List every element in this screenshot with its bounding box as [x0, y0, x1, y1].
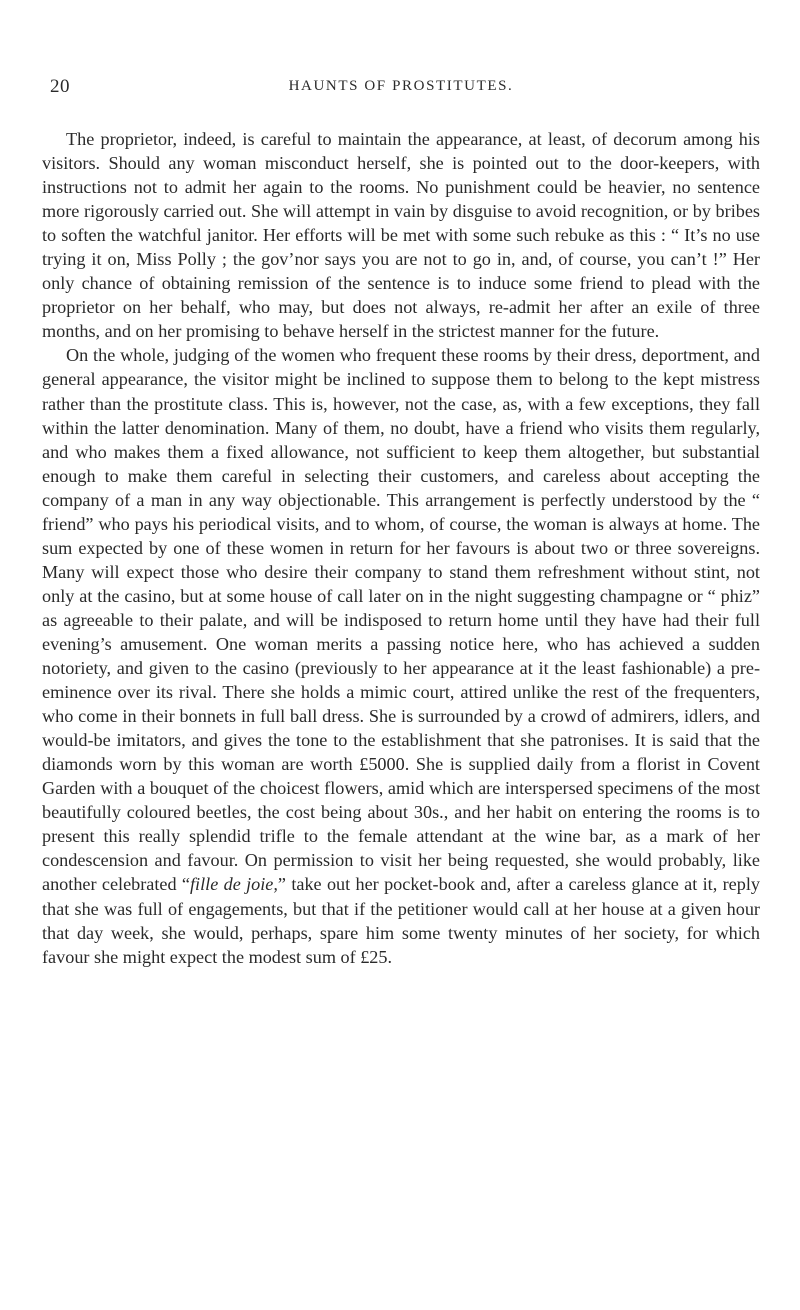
paragraph-2 — [42, 343, 760, 968]
paragraph-2-text-a: On the whole, judging of the women who frequent these rooms by their dress, deportment, and general appearance, the visitor might be inclined to suppose them to belong to the kept mistress rather than the prostitute class. This is, however, not the case, as, with a few exceptions, they fall within the latter denomination. Many of them, no doubt, have a friend who visits them regularly, and who makes them a fixed allowance, not sufficient to keep them altogether, but substantial enough to make them careful in selecting their customers, and careless about accepting the company of a man in any way objectionable. This arrangement is perfectly understood by the “ friend” who pays his periodical visits, and to whom, of course, the woman is always at home. The sum expected by one of these women in return for her favours is about two or three sovereigns. Many will expect those who desire their company to stand them refreshment without stint, not only at the casino, but at some house of call later on in the night suggesting champagne or “ phiz” as agreeable to their palate, and will be indisposed to return home until they have had their full evening’s amusement. One woman merits a passing notice here, who has achieved a sudden notoriety, and given to the casino (previously to her appearance at it the least fashionable) a pre-eminence over its rival. There she holds a mimic court, attired unlike the rest of the frequenters, who come in their bonnets in full ball dress. She is surrounded by a crowd of admirers, idlers, and would-be imitators, and gives the tone to the establishment that she patronises. It is said that the diamonds worn by this woman are worth £5000. She is supplied daily from a florist in Covent Garden with a bouquet of the choicest flowers, amid which are interspersed specimens of the most beautifully coloured beetles, the cost being about 30s., and her habit on entering the rooms is to present this really splendid trifle to the female attendant at the wine bar, as a mark of her condescension and favour. On permission to visit her being requested, she would probably, like another celebrated “ — [42, 345, 760, 895]
book-page — [42, 0, 760, 967]
page-number: 20 — [50, 76, 70, 97]
paragraph-1 — [42, 127, 760, 343]
italic-phrase: fille de joie, — [189, 874, 278, 895]
paragraph-1-text: The proprietor, indeed, is careful to maintain the appearance, at least, of decorum among his visitors. Should any woman misconduct herself, she is pointed out to the door-keepers, with instructions not to admit her again to the rooms. No punishment could be heavier, no sentence more rigorously carried out. She will attempt in vain by disguise to avoid recognition, or by bribes to soften the watchful janitor. Her efforts will be met with some such rebuke as this : “ It’s no use trying it on, Miss Polly ; the gov’nor says you are not to go in, and, of course, you can’t !” Her only chance of obtaining remission of the sentence is to induce some friend to plead with the proprietor on her behalf, who may, but does not always, re-admit her after an exile of three months, and on her promising to behave herself in the strictest manner for the future. — [42, 129, 760, 342]
body-text — [42, 127, 760, 969]
page-header — [42, 0, 760, 100]
running-title: HAUNTS OF PROSTITUTES. — [288, 78, 514, 94]
paragraph-2-text-b: ” take out her pocket-book and, after a careless glance at it, reply that she was full of engagements, but that if the petitioner would call at her house at a given hour that day week, she would, perhaps, spare him some twenty minutes of her society, for which favour she might expect the modest sum of £25. — [42, 874, 760, 967]
